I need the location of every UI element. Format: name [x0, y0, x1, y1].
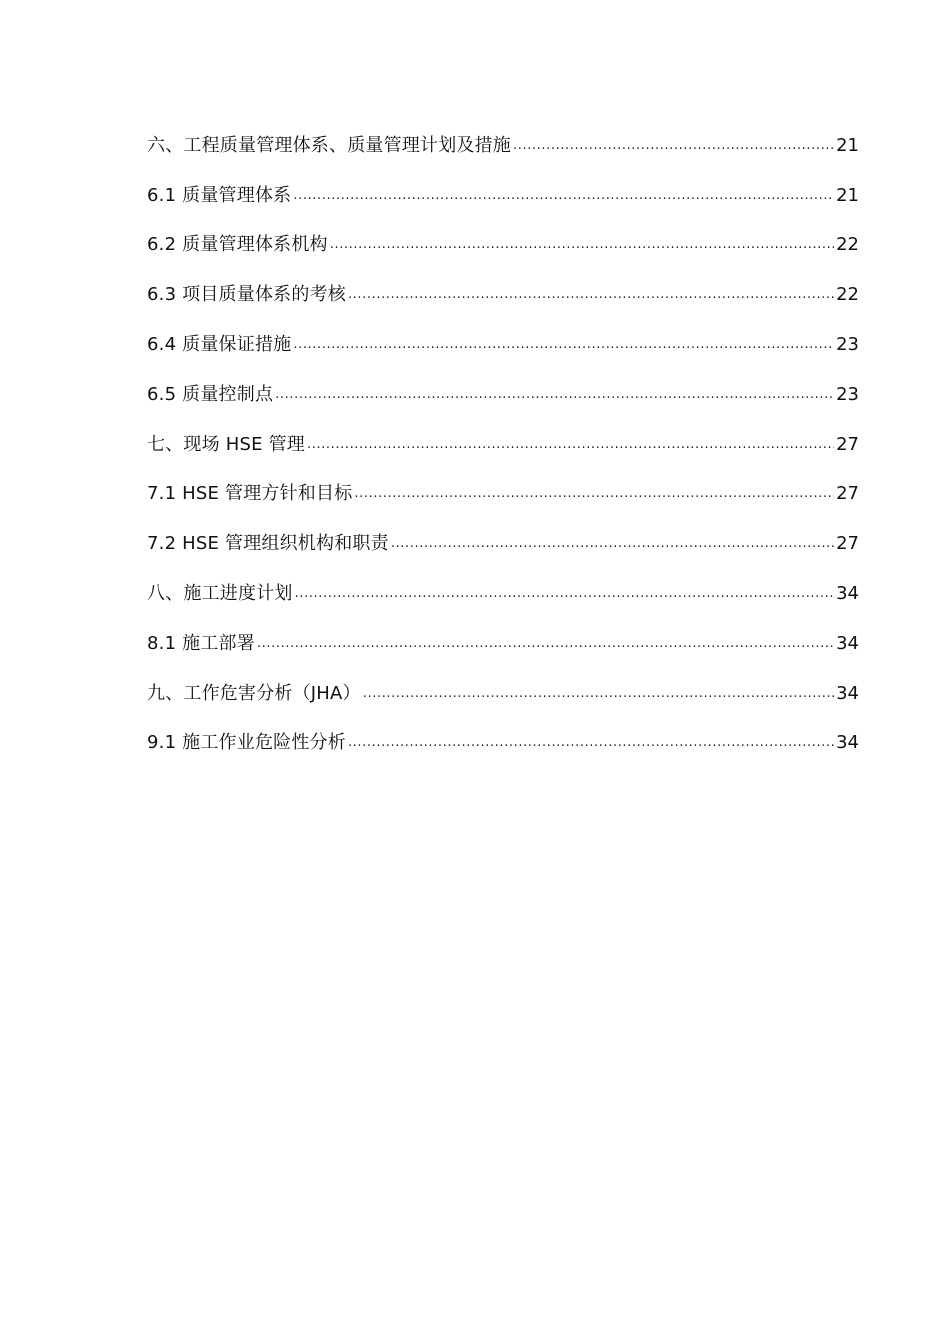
toc-dot-leader [348, 285, 834, 305]
toc-entry-title: 6.3 项目质量体系的考核 [147, 284, 346, 306]
toc-entry-title: 6.4 质量保证措施 [147, 333, 292, 355]
toc-entry[interactable] [147, 160, 859, 210]
toc-entry-page-number: 34 [836, 582, 859, 604]
toc-entry-title: 7.1 HSE 管理方针和目标 [147, 483, 353, 505]
toc-dot-leader [348, 733, 834, 753]
toc-entry[interactable] [147, 558, 859, 608]
toc-entry[interactable] [147, 508, 859, 558]
toc-entry-page-number: 23 [836, 333, 859, 355]
toc-entry-page-number: 21 [836, 184, 859, 206]
toc-dot-leader [330, 235, 834, 255]
toc-entry-page-number: 27 [836, 533, 859, 555]
toc-dot-leader [295, 584, 834, 604]
toc-entry[interactable] [147, 708, 859, 758]
toc-entry[interactable] [147, 110, 859, 160]
toc-entry-title: 七、现场 HSE 管理 [147, 433, 305, 455]
toc-entry-page-number: 23 [836, 383, 859, 405]
toc-dot-leader [354, 484, 834, 504]
toc-entry-title: 6.1 质量管理体系 [147, 184, 292, 206]
toc-dot-leader [293, 335, 834, 355]
toc-entry[interactable] [147, 359, 859, 409]
toc-dot-leader [391, 534, 834, 554]
toc-dot-leader [257, 634, 834, 654]
toc-entry-title: 八、施工进度计划 [147, 582, 293, 604]
toc-entry-page-number: 34 [836, 682, 859, 704]
toc-entry[interactable] [147, 658, 859, 708]
toc-entry-title: 6.5 质量控制点 [147, 383, 274, 405]
toc-list [147, 110, 859, 757]
toc-entry[interactable] [147, 259, 859, 309]
toc-entry-title: 六、工程质量管理体系、质量管理计划及措施 [147, 134, 511, 156]
toc-dot-leader [513, 136, 834, 156]
toc-entry-title: 6.2 质量管理体系机构 [147, 234, 328, 256]
toc-entry-title: 9.1 施工作业危险性分析 [147, 732, 346, 754]
toc-dot-leader [307, 435, 834, 455]
toc-entry-page-number: 34 [836, 632, 859, 654]
toc-dot-leader [275, 385, 834, 405]
toc-entry-page-number: 22 [836, 284, 859, 306]
toc-dot-leader [293, 186, 834, 206]
toc-entry-title: 8.1 施工部署 [147, 632, 255, 654]
toc-dot-leader [363, 684, 834, 704]
toc-entry-page-number: 21 [836, 134, 859, 156]
toc-entry[interactable] [147, 459, 859, 509]
toc-entry[interactable] [147, 309, 859, 359]
toc-entry-title: 7.2 HSE 管理组织机构和职责 [147, 533, 389, 555]
table-of-contents [147, 110, 859, 757]
toc-entry-title: 九、工作危害分析（JHA） [147, 682, 361, 704]
toc-entry-page-number: 22 [836, 234, 859, 256]
toc-entry[interactable] [147, 409, 859, 459]
toc-entry-page-number: 27 [836, 433, 859, 455]
toc-entry[interactable] [147, 608, 859, 658]
toc-entry-page-number: 34 [836, 732, 859, 754]
toc-entry-page-number: 27 [836, 483, 859, 505]
toc-entry[interactable] [147, 210, 859, 260]
